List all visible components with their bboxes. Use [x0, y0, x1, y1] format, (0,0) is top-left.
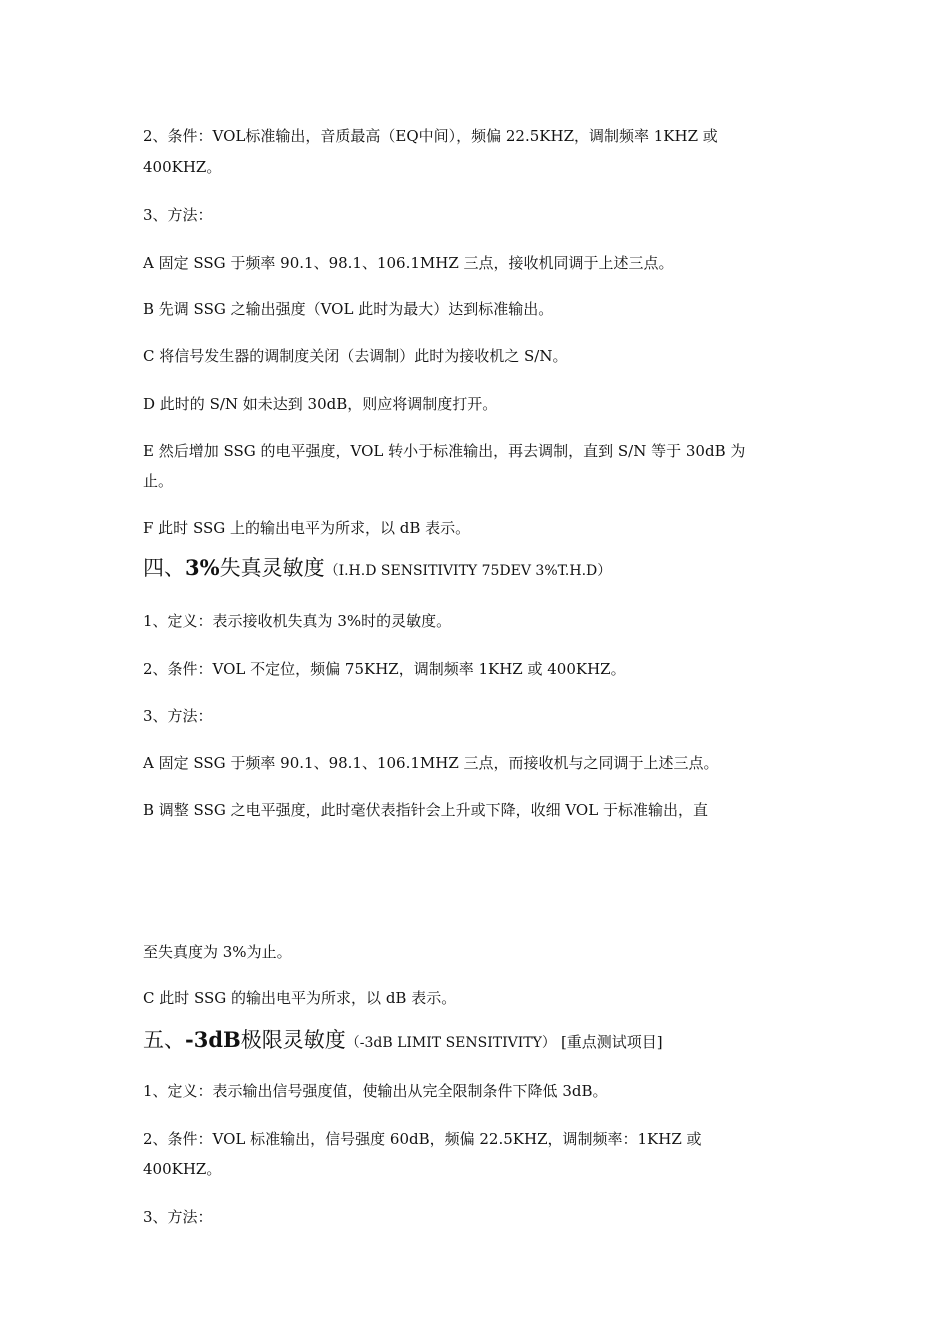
method-heading: 3、方法： [143, 1208, 213, 1226]
section-heading-5 [143, 1025, 823, 1058]
method-step-b-continued: 至失真度为 3%为止。 [143, 943, 292, 961]
condition-paragraph-continued: 400KHZ。 [143, 1160, 222, 1178]
section-heading-5-bold: -3dB [185, 1027, 241, 1052]
method-step-f: F 此时 SSG 上的输出电平为所求，以 dB 表示。 [143, 519, 471, 537]
condition-paragraph: 2、条件：VOL标准输出，音质最高（EQ中间），频偏 22.5KHZ，调制频率 1KHZ 或 [143, 127, 718, 145]
section-heading-4 [143, 553, 823, 586]
definition-paragraph: 1、定义：表示输出信号强度值，使输出从完全限制条件下降低 3dB。 [143, 1082, 608, 1100]
method-step-c: C 将信号发生器的调制度关闭（去调制）此时为接收机之 S/N。 [143, 347, 568, 365]
section-heading-5-number: 五、 [143, 1028, 185, 1052]
method-heading: 3、方法： [143, 707, 213, 725]
section-heading-5-tag: [重点测试项目] [560, 1033, 663, 1051]
section-heading-4-bold: 3% [185, 555, 220, 580]
condition-paragraph: 2、条件：VOL 不定位，频偏 75KHZ，调制频率 1KHZ 或 400KHZ。 [143, 660, 626, 678]
method-step-c: C 此时 SSG 的输出电平为所求，以 dB 表示。 [143, 989, 457, 1007]
method-step-b: B 先调 SSG 之输出强度（VOL 此时为最大）达到标准输出。 [143, 300, 554, 318]
condition-paragraph: 2、条件：VOL 标准输出，信号强度 60dB，频偏 22.5KHZ，调制频率：1KHZ 或 [143, 1130, 702, 1148]
section-heading-4-title: 失真灵敏度 [219, 556, 325, 580]
method-step-d: D 此时的 S/N 如未达到 30dB，则应将调制度打开。 [143, 395, 498, 413]
section-heading-5-title: 极限灵敏度 [240, 1028, 346, 1052]
section-heading-4-english: （I.H.D SENSITIVITY 75DEV 3%T.H.D） [324, 563, 612, 579]
section-heading-4-number: 四、 [143, 556, 185, 580]
method-step-e-continued: 止。 [143, 472, 174, 490]
condition-paragraph-continued: 400KHZ。 [143, 158, 222, 176]
section-heading-5-english: （-3dB LIMIT SENSITIVITY） [345, 1035, 556, 1051]
method-step-e: E 然后增加 SSG 的电平强度，VOL 转小于标准输出，再去调制，直到 S/N 等于 30dB 为 [143, 442, 746, 460]
method-step-b: B 调整 SSG 之电平强度，此时毫伏表指针会上升或下降，收细 VOL 于标准输出，直 [143, 801, 708, 819]
method-heading: 3、方法： [143, 206, 213, 224]
method-step-a: A 固定 SSG 于频率 90.1、98.1、106.1MHZ 三点，而接收机与之同调于上述三点。 [143, 754, 719, 772]
method-step-a: A 固定 SSG 于频率 90.1、98.1、106.1MHZ 三点，接收机同调于上述三点。 [143, 254, 674, 272]
definition-paragraph: 1、定义：表示接收机失真为 3%时的灵敏度。 [143, 612, 452, 630]
